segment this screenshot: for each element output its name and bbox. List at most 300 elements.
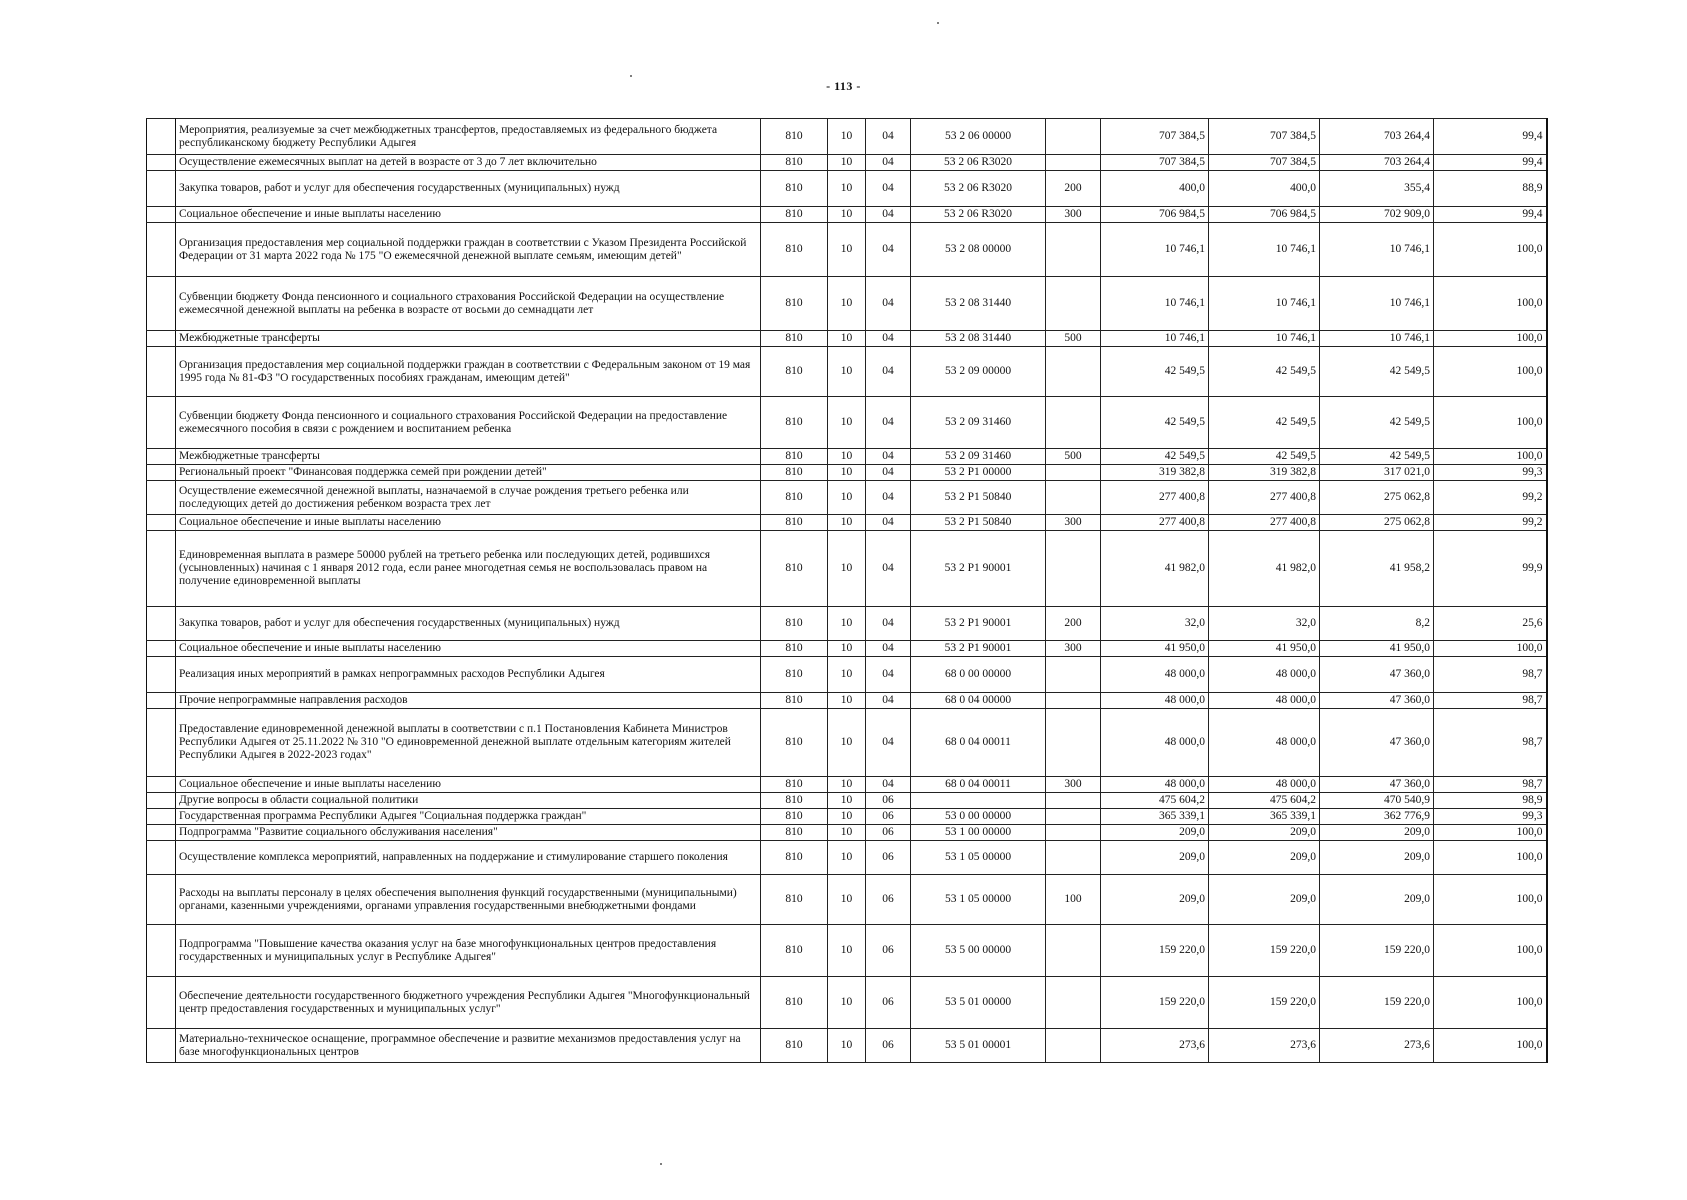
ved-code: 810 xyxy=(761,1029,828,1063)
row-name: Реализация иных мероприятий в рамках непрограммных расходов Республики Адыгея xyxy=(176,657,761,693)
ved-code: 810 xyxy=(761,515,828,531)
ved-code: 810 xyxy=(761,397,828,449)
target-article-code: 53 5 01 00001 xyxy=(911,1029,1046,1063)
subsection-code: 04 xyxy=(866,155,911,171)
row-margin-cell xyxy=(147,171,176,207)
refined-amount: 159 220,0 xyxy=(1209,977,1320,1029)
row-name: Социальное обеспечение и иные выплаты населению xyxy=(176,207,761,223)
subsection-code: 04 xyxy=(866,331,911,347)
approved-amount: 41 982,0 xyxy=(1101,531,1209,607)
row-margin-cell xyxy=(147,841,176,875)
table-row xyxy=(147,481,1547,515)
approved-amount: 48 000,0 xyxy=(1101,693,1209,709)
executed-amount: 209,0 xyxy=(1320,841,1434,875)
expense-type-code xyxy=(1046,155,1101,171)
approved-amount: 32,0 xyxy=(1101,607,1209,641)
ved-code: 810 xyxy=(761,693,828,709)
approved-amount: 319 382,8 xyxy=(1101,465,1209,481)
target-article-code: 53 1 00 00000 xyxy=(911,825,1046,841)
section-code: 10 xyxy=(828,277,866,331)
ved-code: 810 xyxy=(761,347,828,397)
row-name: Субвенции бюджету Фонда пенсионного и социального страхования Российской Федерации на предоставление ежемесячного пособия в связи с рождением и воспитанием ребенка xyxy=(176,397,761,449)
approved-amount: 48 000,0 xyxy=(1101,777,1209,793)
row-margin-cell xyxy=(147,155,176,171)
execution-percent: 25,6 xyxy=(1434,607,1547,641)
subsection-code: 04 xyxy=(866,347,911,397)
execution-percent: 99,4 xyxy=(1434,155,1547,171)
target-article-code: 53 2 P1 90001 xyxy=(911,641,1046,657)
ved-code: 810 xyxy=(761,809,828,825)
expense-type-code xyxy=(1046,277,1101,331)
section-code: 10 xyxy=(828,657,866,693)
executed-amount: 209,0 xyxy=(1320,875,1434,925)
section-code: 10 xyxy=(828,331,866,347)
row-margin-cell xyxy=(147,925,176,977)
row-margin-cell xyxy=(147,207,176,223)
section-code: 10 xyxy=(828,481,866,515)
refined-amount: 273,6 xyxy=(1209,1029,1320,1063)
section-code: 10 xyxy=(828,449,866,465)
ved-code: 810 xyxy=(761,641,828,657)
subsection-code: 06 xyxy=(866,809,911,825)
expense-type-code: 500 xyxy=(1046,449,1101,465)
section-code: 10 xyxy=(828,709,866,777)
row-margin-cell xyxy=(147,1029,176,1063)
ved-code: 810 xyxy=(761,207,828,223)
ved-code: 810 xyxy=(761,331,828,347)
executed-amount: 47 360,0 xyxy=(1320,693,1434,709)
section-code: 10 xyxy=(828,641,866,657)
approved-amount: 10 746,1 xyxy=(1101,277,1209,331)
subsection-code: 04 xyxy=(866,449,911,465)
section-code: 10 xyxy=(828,347,866,397)
row-name: Прочие непрограммные направления расходов xyxy=(176,693,761,709)
table-row xyxy=(147,693,1547,709)
refined-amount: 277 400,8 xyxy=(1209,515,1320,531)
scan-speck xyxy=(630,75,632,77)
row-margin-cell xyxy=(147,641,176,657)
approved-amount: 277 400,8 xyxy=(1101,481,1209,515)
ved-code: 810 xyxy=(761,709,828,777)
section-code: 10 xyxy=(828,693,866,709)
expense-type-code xyxy=(1046,1029,1101,1063)
refined-amount: 10 746,1 xyxy=(1209,331,1320,347)
execution-percent: 100,0 xyxy=(1434,841,1547,875)
row-name: Государственная программа Республики Адыгея "Социальная поддержка граждан" xyxy=(176,809,761,825)
refined-amount: 319 382,8 xyxy=(1209,465,1320,481)
section-code: 10 xyxy=(828,925,866,977)
refined-amount: 41 950,0 xyxy=(1209,641,1320,657)
approved-amount: 209,0 xyxy=(1101,841,1209,875)
row-name: Региональный проект "Финансовая поддержка семей при рождении детей" xyxy=(176,465,761,481)
row-margin-cell xyxy=(147,693,176,709)
ved-code: 810 xyxy=(761,465,828,481)
scan-speck xyxy=(660,1163,662,1165)
approved-amount: 48 000,0 xyxy=(1101,709,1209,777)
refined-amount: 32,0 xyxy=(1209,607,1320,641)
execution-percent: 99,9 xyxy=(1434,531,1547,607)
expense-type-code xyxy=(1046,693,1101,709)
expense-type-code xyxy=(1046,793,1101,809)
refined-amount: 48 000,0 xyxy=(1209,657,1320,693)
expense-type-code: 500 xyxy=(1046,331,1101,347)
section-code: 10 xyxy=(828,977,866,1029)
row-margin-cell xyxy=(147,119,176,155)
subsection-code: 06 xyxy=(866,977,911,1029)
row-name: Закупка товаров, работ и услуг для обеспечения государственных (муниципальных) нужд xyxy=(176,607,761,641)
row-name: Подпрограмма "Развитие социального обслуживания населения" xyxy=(176,825,761,841)
refined-amount: 277 400,8 xyxy=(1209,481,1320,515)
ved-code: 810 xyxy=(761,777,828,793)
executed-amount: 470 540,9 xyxy=(1320,793,1434,809)
table-row xyxy=(147,793,1547,809)
approved-amount: 277 400,8 xyxy=(1101,515,1209,531)
refined-amount: 48 000,0 xyxy=(1209,709,1320,777)
expense-type-code xyxy=(1046,119,1101,155)
execution-percent: 98,7 xyxy=(1434,709,1547,777)
refined-amount: 400,0 xyxy=(1209,171,1320,207)
row-name: Предоставление единовременной денежной выплаты в соответствии с п.1 Постановления Кабинета Министров Республики Адыгея от 25.11.2022 № 310 "О единовременной денежной выплате отдельным категориям жителей Республики Адыгея в 2022-2023 годах" xyxy=(176,709,761,777)
section-code: 10 xyxy=(828,171,866,207)
expense-type-code: 300 xyxy=(1046,207,1101,223)
subsection-code: 04 xyxy=(866,607,911,641)
ved-code: 810 xyxy=(761,119,828,155)
subsection-code: 04 xyxy=(866,657,911,693)
row-name: Единовременная выплата в размере 50000 рублей на третьего ребенка или последующих детей, родившихся (усыновленных) начиная с 1 января 2012 года, если ранее многодетная семья не воспользовалась правом на получение единовременной выплаты xyxy=(176,531,761,607)
subsection-code: 04 xyxy=(866,515,911,531)
refined-amount: 42 549,5 xyxy=(1209,347,1320,397)
target-article-code: 68 0 04 00000 xyxy=(911,693,1046,709)
refined-amount: 42 549,5 xyxy=(1209,397,1320,449)
target-article-code: 53 1 05 00000 xyxy=(911,841,1046,875)
execution-percent: 99,3 xyxy=(1434,809,1547,825)
target-article-code: 53 2 08 00000 xyxy=(911,223,1046,277)
row-margin-cell xyxy=(147,875,176,925)
refined-amount: 48 000,0 xyxy=(1209,693,1320,709)
refined-amount: 706 984,5 xyxy=(1209,207,1320,223)
refined-amount: 209,0 xyxy=(1209,841,1320,875)
target-article-code: 53 2 P1 50840 xyxy=(911,481,1046,515)
approved-amount: 10 746,1 xyxy=(1101,331,1209,347)
approved-amount: 48 000,0 xyxy=(1101,657,1209,693)
approved-amount: 159 220,0 xyxy=(1101,925,1209,977)
table-row xyxy=(147,777,1547,793)
subsection-code: 04 xyxy=(866,397,911,449)
subsection-code: 04 xyxy=(866,693,911,709)
ved-code: 810 xyxy=(761,977,828,1029)
execution-percent: 100,0 xyxy=(1434,641,1547,657)
execution-percent: 100,0 xyxy=(1434,449,1547,465)
target-article-code: 53 2 P1 00000 xyxy=(911,465,1046,481)
section-code: 10 xyxy=(828,793,866,809)
section-code: 10 xyxy=(828,1029,866,1063)
target-article-code: 53 2 08 31440 xyxy=(911,277,1046,331)
refined-amount: 48 000,0 xyxy=(1209,777,1320,793)
expense-type-code xyxy=(1046,223,1101,277)
row-margin-cell xyxy=(147,465,176,481)
row-name: Материально-техническое оснащение, программное обеспечение и развитие механизмов предоставления услуг на базе многофункциональных центров xyxy=(176,1029,761,1063)
section-code: 10 xyxy=(828,155,866,171)
table-row xyxy=(147,465,1547,481)
expense-type-code xyxy=(1046,397,1101,449)
target-article-code: 53 0 00 00000 xyxy=(911,809,1046,825)
row-margin-cell xyxy=(147,825,176,841)
table-row xyxy=(147,119,1547,155)
expense-type-code: 300 xyxy=(1046,777,1101,793)
row-name: Социальное обеспечение и иные выплаты населению xyxy=(176,777,761,793)
target-article-code xyxy=(911,793,1046,809)
row-name: Организация предоставления мер социальной поддержки граждан в соответствии с Федеральным законом от 19 мая 1995 года № 81-ФЗ "О государственных пособиях гражданам, имеющим детей" xyxy=(176,347,761,397)
table-row xyxy=(147,331,1547,347)
approved-amount: 273,6 xyxy=(1101,1029,1209,1063)
refined-amount: 209,0 xyxy=(1209,825,1320,841)
row-margin-cell xyxy=(147,481,176,515)
approved-amount: 42 549,5 xyxy=(1101,449,1209,465)
target-article-code: 53 5 01 00000 xyxy=(911,977,1046,1029)
approved-amount: 10 746,1 xyxy=(1101,223,1209,277)
executed-amount: 41 950,0 xyxy=(1320,641,1434,657)
row-name: Расходы на выплаты персоналу в целях обеспечения выполнения функций государственными (муниципальными) органами, казенными учреждениями, органами управления государственными внебюджетными фондами xyxy=(176,875,761,925)
table-row xyxy=(147,277,1547,331)
table-row xyxy=(147,925,1547,977)
table-row xyxy=(147,1029,1547,1063)
row-margin-cell xyxy=(147,977,176,1029)
subsection-code: 04 xyxy=(866,207,911,223)
expense-type-code xyxy=(1046,825,1101,841)
refined-amount: 707 384,5 xyxy=(1209,119,1320,155)
ved-code: 810 xyxy=(761,841,828,875)
executed-amount: 355,4 xyxy=(1320,171,1434,207)
table-row xyxy=(147,977,1547,1029)
target-article-code: 68 0 04 00011 xyxy=(911,777,1046,793)
target-article-code: 68 0 00 00000 xyxy=(911,657,1046,693)
execution-percent: 98,7 xyxy=(1434,777,1547,793)
row-margin-cell xyxy=(147,793,176,809)
section-code: 10 xyxy=(828,397,866,449)
ved-code: 810 xyxy=(761,481,828,515)
expense-type-code xyxy=(1046,465,1101,481)
section-code: 10 xyxy=(828,223,866,277)
section-code: 10 xyxy=(828,875,866,925)
expense-type-code xyxy=(1046,657,1101,693)
row-name: Мероприятия, реализуемые за счет межбюджетных трансфертов, предоставляемых из федерального бюджета республиканскому бюджету Республики Адыгея xyxy=(176,119,761,155)
row-margin-cell xyxy=(147,277,176,331)
execution-percent: 98,9 xyxy=(1434,793,1547,809)
executed-amount: 47 360,0 xyxy=(1320,709,1434,777)
approved-amount: 42 549,5 xyxy=(1101,397,1209,449)
target-article-code: 53 2 09 00000 xyxy=(911,347,1046,397)
execution-percent: 100,0 xyxy=(1434,875,1547,925)
execution-percent: 99,4 xyxy=(1434,207,1547,223)
ved-code: 810 xyxy=(761,223,828,277)
expense-type-code xyxy=(1046,347,1101,397)
section-code: 10 xyxy=(828,607,866,641)
execution-percent: 100,0 xyxy=(1434,277,1547,331)
executed-amount: 42 549,5 xyxy=(1320,347,1434,397)
row-margin-cell xyxy=(147,531,176,607)
refined-amount: 475 604,2 xyxy=(1209,793,1320,809)
executed-amount: 42 549,5 xyxy=(1320,397,1434,449)
subsection-code: 04 xyxy=(866,277,911,331)
row-name: Обеспечение деятельности государственного бюджетного учреждения Республики Адыгея "Многофункциональный центр предоставления государственных и муниципальных услуг" xyxy=(176,977,761,1029)
refined-amount: 159 220,0 xyxy=(1209,925,1320,977)
subsection-code: 06 xyxy=(866,925,911,977)
table-row xyxy=(147,223,1547,277)
approved-amount: 41 950,0 xyxy=(1101,641,1209,657)
section-code: 10 xyxy=(828,809,866,825)
refined-amount: 209,0 xyxy=(1209,875,1320,925)
row-name: Социальное обеспечение и иные выплаты населению xyxy=(176,515,761,531)
executed-amount: 10 746,1 xyxy=(1320,331,1434,347)
ved-code: 810 xyxy=(761,277,828,331)
subsection-code: 06 xyxy=(866,875,911,925)
executed-amount: 703 264,4 xyxy=(1320,119,1434,155)
expense-type-code xyxy=(1046,977,1101,1029)
approved-amount: 209,0 xyxy=(1101,875,1209,925)
target-article-code: 53 2 P1 90001 xyxy=(911,531,1046,607)
execution-percent: 100,0 xyxy=(1434,331,1547,347)
expense-type-code: 300 xyxy=(1046,515,1101,531)
row-margin-cell xyxy=(147,709,176,777)
ved-code: 810 xyxy=(761,875,828,925)
scan-speck xyxy=(937,22,939,24)
table-row xyxy=(147,641,1547,657)
section-code: 10 xyxy=(828,825,866,841)
refined-amount: 707 384,5 xyxy=(1209,155,1320,171)
executed-amount: 10 746,1 xyxy=(1320,223,1434,277)
target-article-code: 53 2 09 31460 xyxy=(911,397,1046,449)
execution-percent: 88,9 xyxy=(1434,171,1547,207)
table-row xyxy=(147,347,1547,397)
execution-percent: 100,0 xyxy=(1434,223,1547,277)
ved-code: 810 xyxy=(761,531,828,607)
table-row xyxy=(147,207,1547,223)
executed-amount: 275 062,8 xyxy=(1320,515,1434,531)
expense-type-code xyxy=(1046,531,1101,607)
ved-code: 810 xyxy=(761,171,828,207)
ved-code: 810 xyxy=(761,793,828,809)
row-name: Субвенции бюджету Фонда пенсионного и социального страхования Российской Федерации на осуществление ежемесячной денежной выплаты на ребенка в возрасте от восьми до семнадцати лет xyxy=(176,277,761,331)
table-row xyxy=(147,875,1547,925)
target-article-code: 53 2 09 31460 xyxy=(911,449,1046,465)
table-row xyxy=(147,531,1547,607)
table-row xyxy=(147,171,1547,207)
row-name: Осуществление ежемесячной денежной выплаты, назначаемой в случае рождения третьего ребенка или последующих детей до достижения ребенком возраста трех лет xyxy=(176,481,761,515)
table-row xyxy=(147,709,1547,777)
table-row xyxy=(147,397,1547,449)
executed-amount: 362 776,9 xyxy=(1320,809,1434,825)
target-article-code: 53 2 06 R3020 xyxy=(911,207,1046,223)
target-article-code: 53 2 06 00000 xyxy=(911,119,1046,155)
subsection-code: 04 xyxy=(866,709,911,777)
subsection-code: 04 xyxy=(866,481,911,515)
subsection-code: 04 xyxy=(866,465,911,481)
page-number: - 113 - xyxy=(826,79,861,93)
row-margin-cell xyxy=(147,777,176,793)
execution-percent: 100,0 xyxy=(1434,397,1547,449)
table-row xyxy=(147,825,1547,841)
expense-type-code: 100 xyxy=(1046,875,1101,925)
row-name: Осуществление ежемесячных выплат на детей в возрасте от 3 до 7 лет включительно xyxy=(176,155,761,171)
expense-type-code: 200 xyxy=(1046,607,1101,641)
executed-amount: 42 549,5 xyxy=(1320,449,1434,465)
approved-amount: 707 384,5 xyxy=(1101,155,1209,171)
refined-amount: 365 339,1 xyxy=(1209,809,1320,825)
row-name: Организация предоставления мер социальной поддержки граждан в соответствии с Указом Президента Российской Федерации от 31 марта 2022 года № 175 "О ежемесячной денежной выплате семьям, имеющим детей" xyxy=(176,223,761,277)
table-body xyxy=(147,119,1547,1063)
execution-percent: 98,7 xyxy=(1434,657,1547,693)
approved-amount: 706 984,5 xyxy=(1101,207,1209,223)
approved-amount: 400,0 xyxy=(1101,171,1209,207)
subsection-code: 04 xyxy=(866,641,911,657)
row-margin-cell xyxy=(147,331,176,347)
table-row xyxy=(147,449,1547,465)
expense-type-code xyxy=(1046,481,1101,515)
refined-amount: 42 549,5 xyxy=(1209,449,1320,465)
row-name: Социальное обеспечение и иные выплаты населению xyxy=(176,641,761,657)
table-row xyxy=(147,841,1547,875)
row-name: Межбюджетные трансферты xyxy=(176,449,761,465)
expense-type-code xyxy=(1046,925,1101,977)
execution-percent: 100,0 xyxy=(1434,347,1547,397)
ved-code: 810 xyxy=(761,155,828,171)
subsection-code: 06 xyxy=(866,825,911,841)
row-margin-cell xyxy=(147,347,176,397)
execution-percent: 100,0 xyxy=(1434,1029,1547,1063)
row-margin-cell xyxy=(147,449,176,465)
ved-code: 810 xyxy=(761,657,828,693)
section-code: 10 xyxy=(828,531,866,607)
executed-amount: 317 021,0 xyxy=(1320,465,1434,481)
budget-table xyxy=(146,118,1548,1063)
row-margin-cell xyxy=(147,515,176,531)
executed-amount: 41 958,2 xyxy=(1320,531,1434,607)
table-row xyxy=(147,155,1547,171)
subsection-code: 04 xyxy=(866,777,911,793)
expense-type-code xyxy=(1046,841,1101,875)
row-margin-cell xyxy=(147,397,176,449)
section-code: 10 xyxy=(828,515,866,531)
ved-code: 810 xyxy=(761,449,828,465)
subsection-code: 06 xyxy=(866,1029,911,1063)
target-article-code: 68 0 04 00011 xyxy=(911,709,1046,777)
executed-amount: 47 360,0 xyxy=(1320,777,1434,793)
section-code: 10 xyxy=(828,777,866,793)
executed-amount: 273,6 xyxy=(1320,1029,1434,1063)
row-name: Подпрограмма "Повышение качества оказания услуг на базе многофункциональных центров предоставления государственных и муниципальных услуг в Республике Адыгея" xyxy=(176,925,761,977)
row-name: Закупка товаров, работ и услуг для обеспечения государственных (муниципальных) нужд xyxy=(176,171,761,207)
ved-code: 810 xyxy=(761,607,828,641)
subsection-code: 04 xyxy=(866,171,911,207)
expense-type-code xyxy=(1046,709,1101,777)
row-name: Осуществление комплекса мероприятий, направленных на поддержание и стимулирование старшего поколения xyxy=(176,841,761,875)
target-article-code: 53 5 00 00000 xyxy=(911,925,1046,977)
row-margin-cell xyxy=(147,809,176,825)
execution-percent: 99,2 xyxy=(1434,515,1547,531)
table-row xyxy=(147,607,1547,641)
row-margin-cell xyxy=(147,223,176,277)
executed-amount: 209,0 xyxy=(1320,825,1434,841)
execution-percent: 100,0 xyxy=(1434,977,1547,1029)
ved-code: 810 xyxy=(761,825,828,841)
expense-type-code xyxy=(1046,809,1101,825)
execution-percent: 99,4 xyxy=(1434,119,1547,155)
ved-code: 810 xyxy=(761,925,828,977)
executed-amount: 10 746,1 xyxy=(1320,277,1434,331)
executed-amount: 159 220,0 xyxy=(1320,925,1434,977)
subsection-code: 04 xyxy=(866,223,911,277)
executed-amount: 159 220,0 xyxy=(1320,977,1434,1029)
